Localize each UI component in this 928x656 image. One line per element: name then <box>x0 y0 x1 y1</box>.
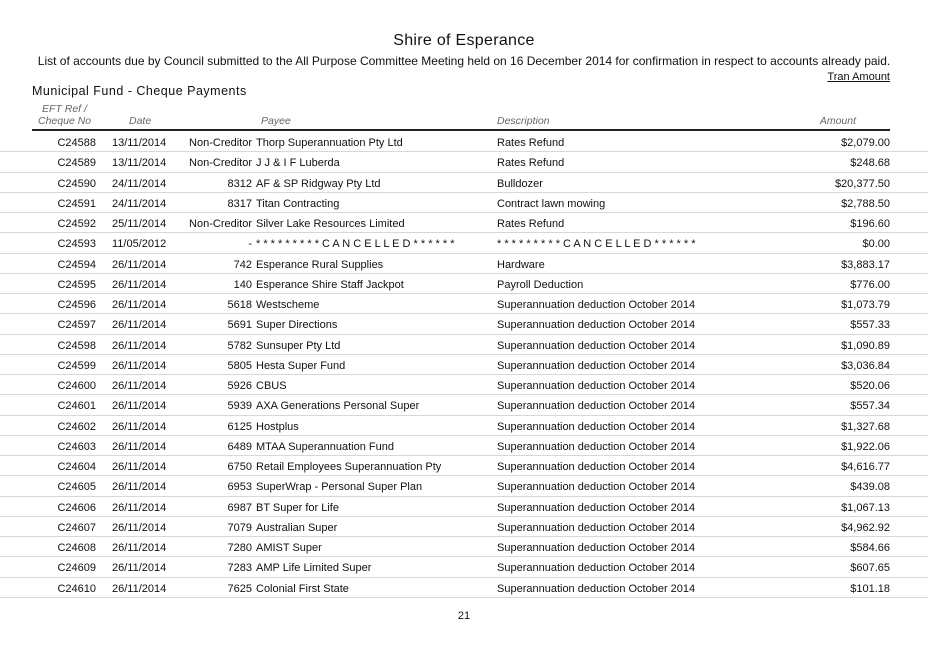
table-row <box>0 395 928 415</box>
cheque-number: C24591 <box>57 197 96 210</box>
eft-ref: 6750 <box>227 461 252 473</box>
amount: $3,883.17 <box>841 258 890 271</box>
payee-name: Thorp Superannuation Pty Ltd <box>256 137 403 149</box>
payee-name: AMIST Super <box>256 542 322 554</box>
amount: $20,377.50 <box>834 177 890 190</box>
payment-date: 26/11/2014 <box>112 521 167 534</box>
table-row <box>0 294 928 314</box>
payee-name: AF & SP Ridgway Pty Ltd <box>256 177 381 190</box>
cheque-number: C24601 <box>57 400 96 413</box>
column-header-amount: Amount <box>819 115 856 127</box>
table-row <box>0 497 928 517</box>
description: Contract lawn mowing <box>497 197 606 210</box>
document-subtitle: List of accounts due by Council submitted to the All Purpose Committee Meeting held on 16 December 2014 for confirmation in respect to accounts already paid. <box>37 54 891 68</box>
payment-date: 13/11/2014 <box>112 157 167 170</box>
amount: $520.06 <box>850 380 890 392</box>
payment-date: 24/11/2014 <box>112 177 167 190</box>
description: Rates Refund <box>497 157 565 170</box>
section-heading: Municipal Fund - Cheque Payments <box>32 84 247 98</box>
cheque-number: C24595 <box>57 278 96 291</box>
payment-date: 26/11/2014 <box>112 339 167 352</box>
table-row <box>0 132 928 152</box>
table-row <box>0 517 928 537</box>
table-row <box>0 456 928 476</box>
payment-date: 26/11/2014 <box>112 440 167 453</box>
cheque-number: C24603 <box>57 440 96 453</box>
description: Superannuation deduction October 2014 <box>497 562 696 575</box>
table-row <box>0 193 928 213</box>
cheque-number: C24600 <box>57 380 96 392</box>
cheque-number: C24602 <box>57 420 96 433</box>
payee-name: Super Directions <box>256 319 338 332</box>
amount: $584.66 <box>850 542 890 554</box>
payee-name: Esperance Rural Supplies <box>256 258 384 271</box>
cheque-number: C24604 <box>57 461 96 473</box>
table-row <box>0 375 928 395</box>
table-row <box>0 557 928 577</box>
table-row <box>0 436 928 456</box>
cheque-number: C24596 <box>57 299 96 311</box>
payment-date: 26/11/2014 <box>112 299 167 311</box>
eft-ref: 7280 <box>227 542 252 554</box>
eft-ref: 5805 <box>227 359 252 372</box>
description: Superannuation deduction October 2014 <box>497 400 696 413</box>
eft-ref: 5618 <box>227 299 252 311</box>
payments-table <box>0 132 928 598</box>
description: Superannuation deduction October 2014 <box>497 501 696 514</box>
payment-date: 26/11/2014 <box>112 400 167 413</box>
amount: $1,090.89 <box>841 339 890 352</box>
payment-date: 26/11/2014 <box>112 420 167 433</box>
table-row <box>0 416 928 436</box>
payment-date: 13/11/2014 <box>112 137 167 149</box>
eft-ref: Non-Creditor <box>189 157 252 170</box>
description: Superannuation deduction October 2014 <box>497 319 696 332</box>
payment-date: 26/11/2014 <box>112 562 167 575</box>
table-row <box>0 213 928 233</box>
payee-name: MTAA Superannuation Fund <box>256 440 394 453</box>
cheque-number: C24605 <box>57 481 96 494</box>
table-row <box>0 314 928 334</box>
payee-name: AXA Generations Personal Super <box>256 400 420 413</box>
payment-date: 26/11/2014 <box>112 278 167 291</box>
payee-name: Titan Contracting <box>256 197 340 210</box>
column-header-eft-ref: EFT Ref / <box>42 103 87 115</box>
description: Superannuation deduction October 2014 <box>497 461 696 473</box>
cheque-number: C24607 <box>57 521 96 534</box>
description: Superannuation deduction October 2014 <box>497 481 696 494</box>
amount: $4,616.77 <box>841 461 890 473</box>
payee-name: CBUS <box>256 380 287 392</box>
eft-ref: 140 <box>233 278 252 291</box>
table-row <box>0 254 928 274</box>
eft-ref: 6953 <box>227 481 252 494</box>
amount: $607.65 <box>850 562 890 575</box>
payee-name: * * * * * * * * * C A N C E L L E D * * * * * * <box>256 238 455 251</box>
eft-ref: - <box>248 238 252 251</box>
eft-ref: 7625 <box>227 582 252 595</box>
payment-date: 26/11/2014 <box>112 481 167 494</box>
cheque-number: C24594 <box>57 258 96 271</box>
payment-date: 11/05/2012 <box>112 238 167 251</box>
table-row <box>0 537 928 557</box>
payee-name: BT Super for Life <box>256 501 339 514</box>
payee-name: Westscheme <box>256 299 320 311</box>
payee-name: Australian Super <box>256 521 338 534</box>
payment-date: 24/11/2014 <box>112 197 167 210</box>
description: Superannuation deduction October 2014 <box>497 440 696 453</box>
payee-name: Hostplus <box>256 420 299 433</box>
table-row <box>0 476 928 496</box>
description: Bulldozer <box>497 177 543 190</box>
description: Superannuation deduction October 2014 <box>497 542 696 554</box>
description: Payroll Deduction <box>497 278 584 291</box>
table-row <box>0 335 928 355</box>
amount: $2,788.50 <box>841 197 890 210</box>
page-number: 21 <box>457 610 471 622</box>
payment-date: 26/11/2014 <box>112 258 167 271</box>
eft-ref: 8317 <box>227 197 252 210</box>
eft-ref: 7283 <box>227 562 252 575</box>
amount: $196.60 <box>850 218 890 230</box>
payee-name: AMP Life Limited Super <box>256 562 372 575</box>
tran-amount-label: Tran Amount <box>827 71 890 83</box>
eft-ref: 6489 <box>227 440 252 453</box>
cheque-number: C24598 <box>57 339 96 352</box>
description: * * * * * * * * * C A N C E L L E D * * * * * * <box>497 238 696 251</box>
description: Superannuation deduction October 2014 <box>497 380 696 392</box>
eft-ref: 5926 <box>227 380 252 392</box>
eft-ref: 7079 <box>227 521 252 534</box>
cheque-number: C24609 <box>57 562 96 575</box>
payment-date: 26/11/2014 <box>112 582 167 595</box>
eft-ref: Non-Creditor <box>189 218 252 230</box>
payment-date: 26/11/2014 <box>112 319 167 332</box>
cheque-number: C24590 <box>57 177 96 190</box>
column-header-date: Date <box>129 115 152 127</box>
document-title: Shire of Esperance <box>393 32 535 49</box>
amount: $0.00 <box>862 238 890 251</box>
description: Hardware <box>497 258 545 271</box>
amount: $1,067.13 <box>841 501 890 514</box>
eft-ref: Non-Creditor <box>189 137 252 149</box>
payment-date: 26/11/2014 <box>112 380 167 392</box>
payment-date: 25/11/2014 <box>112 218 167 230</box>
payee-name: Silver Lake Resources Limited <box>256 218 405 230</box>
amount: $557.33 <box>850 319 890 332</box>
eft-ref: 6987 <box>227 501 252 514</box>
cheque-number: C24592 <box>57 218 96 230</box>
description: Superannuation deduction October 2014 <box>497 420 696 433</box>
payee-name: Esperance Shire Staff Jackpot <box>256 278 404 291</box>
payee-name: J J & I F Luberda <box>256 157 340 170</box>
amount: $776.00 <box>850 278 890 291</box>
table-row <box>0 152 928 172</box>
description: Superannuation deduction October 2014 <box>497 521 696 534</box>
table-row <box>0 274 928 294</box>
cheque-number: C24610 <box>57 582 96 595</box>
table-row <box>0 355 928 375</box>
column-header-payee: Payee <box>261 115 291 127</box>
cheque-number: C24593 <box>57 238 96 251</box>
amount: $4,962.92 <box>841 521 890 534</box>
eft-ref: 5782 <box>227 339 252 352</box>
amount: $248.68 <box>850 157 890 170</box>
column-header-cheque-no: Cheque No <box>38 115 92 127</box>
header-divider <box>32 129 890 131</box>
cheque-number: C24589 <box>57 157 96 170</box>
column-header-description: Description <box>497 115 550 127</box>
payment-date: 26/11/2014 <box>112 542 167 554</box>
table-row <box>0 233 928 253</box>
amount: $2,079.00 <box>841 137 890 149</box>
cheque-number: C24599 <box>57 359 96 372</box>
description: Rates Refund <box>497 218 565 230</box>
eft-ref: 5939 <box>227 400 252 413</box>
cheque-number: C24608 <box>57 542 96 554</box>
eft-ref: 5691 <box>227 319 252 332</box>
amount: $439.08 <box>850 481 890 494</box>
amount: $1,922.06 <box>841 440 890 453</box>
payee-name: Hesta Super Fund <box>256 359 346 372</box>
table-row <box>0 578 928 598</box>
eft-ref: 6125 <box>227 420 252 433</box>
description: Superannuation deduction October 2014 <box>497 359 696 372</box>
amount: $101.18 <box>850 582 890 595</box>
payment-date: 26/11/2014 <box>112 501 167 514</box>
description: Rates Refund <box>497 137 565 149</box>
description: Superannuation deduction October 2014 <box>497 582 696 595</box>
amount: $557.34 <box>850 400 890 413</box>
table-row <box>0 173 928 193</box>
description: Superannuation deduction October 2014 <box>497 299 696 311</box>
payee-name: Colonial First State <box>256 582 349 595</box>
payment-date: 26/11/2014 <box>112 461 167 473</box>
cheque-number: C24606 <box>57 501 96 514</box>
payment-date: 26/11/2014 <box>112 359 167 372</box>
amount: $1,327.68 <box>841 420 890 433</box>
description: Superannuation deduction October 2014 <box>497 339 696 352</box>
amount: $1,073.79 <box>841 299 890 311</box>
payee-name: Retail Employees Superannuation Pty <box>256 461 442 473</box>
amount: $3,036.84 <box>841 359 890 372</box>
payee-name: SuperWrap - Personal Super Plan <box>256 481 423 494</box>
payee-name: Sunsuper Pty Ltd <box>256 339 341 352</box>
cheque-number: C24588 <box>57 137 96 149</box>
eft-ref: 8312 <box>227 177 252 190</box>
cheque-number: C24597 <box>57 319 96 332</box>
eft-ref: 742 <box>233 258 252 271</box>
